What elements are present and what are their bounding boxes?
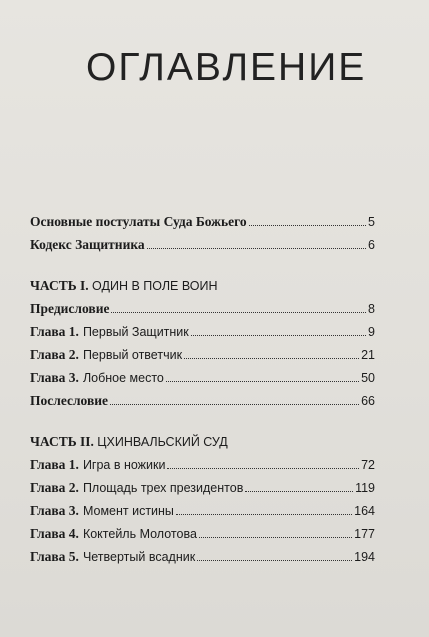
dot-leader (245, 490, 353, 492)
dot-leader (176, 513, 352, 515)
toc-page-number: 164 (354, 504, 375, 518)
toc-entry-label: Предисловие (30, 301, 110, 316)
part-2-header (30, 430, 375, 453)
toc-entry-postulates (30, 210, 375, 233)
part-title: ЦХИНВАЛЬСКИЙ СУД (97, 435, 228, 449)
dot-leader (197, 559, 352, 561)
chapter-label: Глава 1. (30, 457, 79, 472)
part-number: ЧАСТЬ I. (30, 278, 89, 293)
toc-page-number: 119 (355, 481, 375, 495)
toc-entry-chapter (30, 320, 375, 343)
toc-page-number: 9 (368, 325, 375, 339)
page-title: ОГЛАВЛЕНИЕ (86, 46, 367, 89)
toc-entry-chapter (30, 545, 375, 568)
part-title: ОДИН В ПОЛЕ ВОИН (92, 279, 218, 293)
toc-page-number: 177 (354, 527, 375, 541)
toc-entry-preface (30, 297, 375, 320)
chapter-label: Глава 3. (30, 503, 79, 518)
toc-entry-afterword (30, 389, 375, 412)
toc-entry-codex (30, 233, 375, 256)
part-number: ЧАСТЬ II. (30, 434, 94, 449)
toc-page-number: 66 (361, 394, 375, 408)
toc-entry-chapter (30, 343, 375, 366)
dot-leader (147, 247, 366, 249)
toc-entry-chapter (30, 453, 375, 476)
toc-entry-chapter (30, 522, 375, 545)
dot-leader (191, 334, 366, 336)
chapter-label: Глава 3. (30, 370, 79, 385)
spacer (30, 412, 375, 430)
toc-entry-chapter (30, 476, 375, 499)
toc-entry-label: Кодекс Защитника (30, 237, 145, 252)
toc-page-number: 50 (361, 371, 375, 385)
chapter-label: Глава 5. (30, 549, 79, 564)
toc-entry-chapter (30, 499, 375, 522)
chapter-label: Глава 4. (30, 526, 79, 541)
toc-page-number: 21 (361, 348, 375, 362)
chapter-label: Глава 2. (30, 480, 79, 495)
toc-page-number: 194 (354, 550, 375, 564)
toc-page-number: 8 (368, 302, 375, 316)
chapter-title: Коктейль Молотова (82, 527, 197, 541)
chapter-title: Четвертый всадник (82, 550, 196, 564)
dot-leader (110, 403, 359, 405)
chapter-label: Глава 1. (30, 324, 79, 339)
toc-page-number: 72 (361, 458, 375, 472)
dot-leader (249, 224, 366, 226)
toc-entry-chapter (30, 366, 375, 389)
toc-page-number: 5 (368, 215, 375, 229)
dot-leader (184, 357, 359, 359)
chapter-title: Лобное место (82, 371, 164, 385)
dot-leader (199, 536, 352, 538)
chapter-title: Первый ответчик (82, 348, 183, 362)
chapter-title: Игра в ножики (82, 458, 166, 472)
chapter-title: Первый Защитник (82, 325, 189, 339)
dot-leader (111, 311, 366, 313)
dot-leader (167, 467, 359, 469)
table-of-contents (30, 210, 375, 568)
dot-leader (166, 380, 359, 382)
chapter-title: Момент истины (82, 504, 174, 518)
spacer (30, 256, 375, 274)
toc-entry-label: Послесловие (30, 393, 109, 408)
chapter-label: Глава 2. (30, 347, 79, 362)
part-1-header (30, 274, 375, 297)
chapter-title: Площадь трех президентов (82, 481, 244, 495)
toc-page-number: 6 (368, 238, 375, 252)
toc-entry-label: Основные постулаты Суда Божьего (30, 214, 247, 229)
